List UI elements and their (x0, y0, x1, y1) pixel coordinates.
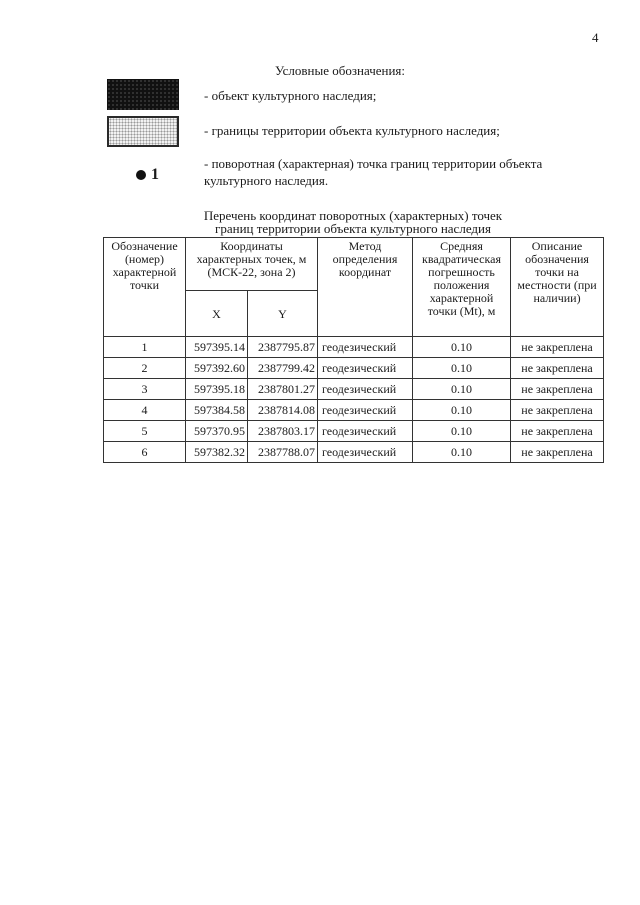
cell-description: не закреплена (511, 442, 604, 463)
page-number: 4 (592, 30, 599, 45)
cell-description: не закреплена (511, 358, 604, 379)
cell-y: 2387801.27 (248, 379, 318, 400)
cell-y: 2387814.08 (248, 400, 318, 421)
turning-point-marker (136, 166, 159, 184)
header-description: Описание обозначения точки на местности (при наличии) (511, 238, 604, 337)
header-error: Средняя квадратическая погрешность положения характерной точки (Mt), м (413, 238, 511, 337)
header-y: Y (248, 291, 318, 337)
cell-description: не закреплена (511, 400, 604, 421)
table-row (104, 442, 604, 463)
cell-point-number: 6 (104, 442, 186, 463)
cell-point-number: 4 (104, 400, 186, 421)
cell-y: 2387799.42 (248, 358, 318, 379)
cell-method: геодезический (318, 421, 413, 442)
turning-point-dot-icon (136, 170, 146, 180)
cell-point-number: 3 (104, 379, 186, 400)
cell-mt: 0.10 (413, 337, 511, 358)
cell-method: геодезический (318, 400, 413, 421)
table-row (104, 337, 604, 358)
cell-method: геодезический (318, 358, 413, 379)
heritage-object-swatch (107, 79, 179, 110)
cell-x: 597395.14 (186, 337, 248, 358)
legend-turning-point-text: - поворотная (характерная) точка границ территории объекта культурного наследия. (204, 156, 543, 188)
cell-description: не закреплена (511, 421, 604, 442)
table-caption-line-1: Перечень координат поворотных (характерных) точек (203, 208, 503, 223)
cell-method: геодезический (318, 379, 413, 400)
header-method: Метод определения координат (318, 238, 413, 337)
table-row (104, 358, 604, 379)
turning-point-number: 1 (151, 166, 159, 183)
table-row (104, 421, 604, 442)
cell-point-number: 1 (104, 337, 186, 358)
cell-x: 597392.60 (186, 358, 248, 379)
cell-x: 597384.58 (186, 400, 248, 421)
table-row (104, 400, 604, 421)
cell-x: 597370.95 (186, 421, 248, 442)
cell-y: 2387788.07 (248, 442, 318, 463)
table-caption-line-2: границ территории объекта культурного наследия (215, 221, 491, 236)
coordinates-table (103, 237, 604, 463)
header-coordinates: Координаты характерных точек, м (МСК-22, зона 2) (186, 238, 318, 291)
cell-mt: 0.10 (413, 379, 511, 400)
cell-method: геодезический (318, 337, 413, 358)
header-designation: Обозначение (номер) характерной точки (104, 238, 186, 337)
cell-description: не закреплена (511, 379, 604, 400)
header-x: X (186, 291, 248, 337)
cell-method: геодезический (318, 442, 413, 463)
cell-mt: 0.10 (413, 442, 511, 463)
cell-point-number: 5 (104, 421, 186, 442)
legend-heritage-object-text: - объект культурного наследия; (204, 88, 377, 103)
table-row (104, 379, 604, 400)
cell-y: 2387795.87 (248, 337, 318, 358)
territory-boundary-swatch (107, 116, 179, 147)
cell-x: 597395.18 (186, 379, 248, 400)
cell-mt: 0.10 (413, 421, 511, 442)
cell-description: не закреплена (511, 337, 604, 358)
table-caption (103, 209, 603, 235)
cell-point-number: 2 (104, 358, 186, 379)
legend-title: Условные обозначения: (275, 63, 406, 78)
cell-mt: 0.10 (413, 400, 511, 421)
cell-mt: 0.10 (413, 358, 511, 379)
cell-x: 597382.32 (186, 442, 248, 463)
legend-territory-boundary-text: - границы территории объекта культурного наследия; (204, 123, 500, 138)
cell-y: 2387803.17 (248, 421, 318, 442)
